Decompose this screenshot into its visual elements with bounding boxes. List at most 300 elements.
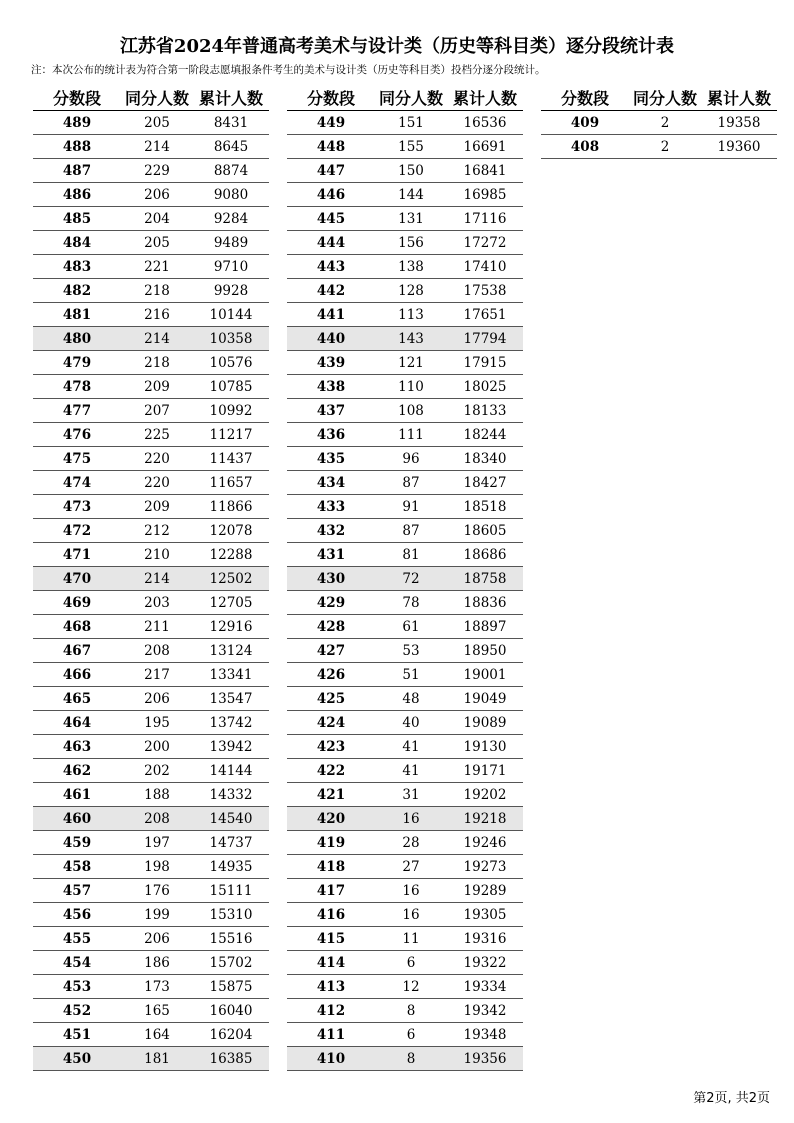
same-count-cell: 216: [121, 303, 193, 327]
same-count-cell: 121: [375, 351, 447, 375]
score-cell: 489: [33, 111, 121, 135]
cumulative-cell: 19130: [447, 735, 523, 759]
table-row: [33, 351, 269, 375]
cumulative-cell: 11657: [193, 471, 269, 495]
same-count-cell: 12: [375, 975, 447, 999]
table-row: [287, 447, 523, 471]
same-count-cell: 208: [121, 639, 193, 663]
same-count-cell: 176: [121, 879, 193, 903]
score-cell: 479: [33, 351, 121, 375]
table-row: [287, 279, 523, 303]
cumulative-cell: 12502: [193, 567, 269, 591]
cumulative-cell: 19202: [447, 783, 523, 807]
header-cumulative: 累计人数: [193, 84, 269, 111]
cumulative-cell: 19049: [447, 687, 523, 711]
table-row: [287, 207, 523, 231]
same-count-cell: 87: [375, 519, 447, 543]
table-row: [33, 975, 269, 999]
score-cell: 464: [33, 711, 121, 735]
table-row: [287, 615, 523, 639]
cumulative-cell: 14935: [193, 855, 269, 879]
score-table-column-2: [287, 84, 523, 1071]
score-cell: 442: [287, 279, 375, 303]
same-count-cell: 11: [375, 927, 447, 951]
table-row: [33, 495, 269, 519]
cumulative-cell: 9080: [193, 183, 269, 207]
table-row: [287, 927, 523, 951]
score-cell: 462: [33, 759, 121, 783]
same-count-cell: 31: [375, 783, 447, 807]
score-cell: 448: [287, 135, 375, 159]
cumulative-cell: 14332: [193, 783, 269, 807]
same-count-cell: 195: [121, 711, 193, 735]
same-count-cell: 96: [375, 447, 447, 471]
page-title: 江苏省2024年普通高考美术与设计类（历史等科目类）逐分段统计表: [119, 36, 675, 57]
cumulative-cell: 18518: [447, 495, 523, 519]
cumulative-cell: 13742: [193, 711, 269, 735]
same-count-cell: 16: [375, 807, 447, 831]
table-note: 注：本次公布的统计表为符合第一阶段志愿填报条件考生的美术与设计类（历史等科目类）投档分逐分段统计。: [31, 64, 546, 76]
score-cell: 476: [33, 423, 121, 447]
score-cell: 447: [287, 159, 375, 183]
same-count-cell: 204: [121, 207, 193, 231]
same-count-cell: 131: [375, 207, 447, 231]
cumulative-cell: 18244: [447, 423, 523, 447]
score-cell: 428: [287, 615, 375, 639]
same-count-cell: 51: [375, 663, 447, 687]
score-cell: 414: [287, 951, 375, 975]
score-cell: 420: [287, 807, 375, 831]
score-cell: 455: [33, 927, 121, 951]
same-count-cell: 2: [629, 135, 701, 159]
same-count-cell: 220: [121, 447, 193, 471]
score-cell: 488: [33, 135, 121, 159]
score-cell: 459: [33, 831, 121, 855]
score-cell: 422: [287, 759, 375, 783]
table-row: [33, 999, 269, 1023]
table-row: [33, 207, 269, 231]
same-count-cell: 108: [375, 399, 447, 423]
same-count-cell: 207: [121, 399, 193, 423]
table-row: [287, 327, 523, 351]
cumulative-cell: 19171: [447, 759, 523, 783]
cumulative-cell: 16985: [447, 183, 523, 207]
score-cell: 433: [287, 495, 375, 519]
cumulative-cell: 18025: [447, 375, 523, 399]
cumulative-cell: 9710: [193, 255, 269, 279]
score-cell: 445: [287, 207, 375, 231]
header-score: 分数段: [287, 84, 375, 111]
table-row: [33, 591, 269, 615]
cumulative-cell: 10785: [193, 375, 269, 399]
page-number: 第2页, 共2页: [693, 1091, 770, 1106]
table-row: [287, 951, 523, 975]
score-cell: 478: [33, 375, 121, 399]
same-count-cell: 208: [121, 807, 193, 831]
cumulative-cell: 19342: [447, 999, 523, 1023]
same-count-cell: 229: [121, 159, 193, 183]
score-cell: 425: [287, 687, 375, 711]
cumulative-cell: 17538: [447, 279, 523, 303]
table-row: [33, 831, 269, 855]
table-row: [33, 519, 269, 543]
table-row: [33, 951, 269, 975]
cumulative-cell: 13547: [193, 687, 269, 711]
table-row: [287, 399, 523, 423]
same-count-cell: 138: [375, 255, 447, 279]
same-count-cell: 28: [375, 831, 447, 855]
same-count-cell: 220: [121, 471, 193, 495]
score-cell: 466: [33, 663, 121, 687]
same-count-cell: 210: [121, 543, 193, 567]
table-header-row: [33, 84, 269, 111]
table-row: [287, 1023, 523, 1047]
table-row: [287, 111, 523, 135]
cumulative-cell: 14540: [193, 807, 269, 831]
same-count-cell: 40: [375, 711, 447, 735]
same-count-cell: 205: [121, 111, 193, 135]
header-same-count: 同分人数: [629, 84, 701, 111]
same-count-cell: 206: [121, 927, 193, 951]
table-row: [287, 255, 523, 279]
cumulative-cell: 19360: [701, 135, 777, 159]
cumulative-cell: 19348: [447, 1023, 523, 1047]
table-row: [287, 783, 523, 807]
score-cell: 451: [33, 1023, 121, 1047]
score-cell: 457: [33, 879, 121, 903]
table-row: [287, 519, 523, 543]
table-row: [287, 231, 523, 255]
cumulative-cell: 18686: [447, 543, 523, 567]
table-row: [33, 1047, 269, 1071]
score-cell: 450: [33, 1047, 121, 1071]
score-cell: 465: [33, 687, 121, 711]
same-count-cell: 8: [375, 1047, 447, 1071]
same-count-cell: 214: [121, 567, 193, 591]
cumulative-cell: 12078: [193, 519, 269, 543]
same-count-cell: 225: [121, 423, 193, 447]
cumulative-cell: 19089: [447, 711, 523, 735]
table-row: [287, 807, 523, 831]
score-cell: 417: [287, 879, 375, 903]
score-cell: 426: [287, 663, 375, 687]
table-row: [33, 231, 269, 255]
table-row: [33, 447, 269, 471]
same-count-cell: 199: [121, 903, 193, 927]
cumulative-cell: 18340: [447, 447, 523, 471]
table-row: [287, 471, 523, 495]
table-row: [287, 351, 523, 375]
cumulative-cell: 19356: [447, 1047, 523, 1071]
score-cell: 439: [287, 351, 375, 375]
cumulative-cell: 18950: [447, 639, 523, 663]
same-count-cell: 186: [121, 951, 193, 975]
score-table: [287, 84, 523, 1071]
score-cell: 430: [287, 567, 375, 591]
table-row: [33, 327, 269, 351]
score-table-column-3: [541, 84, 777, 159]
cumulative-cell: 19273: [447, 855, 523, 879]
same-count-cell: 91: [375, 495, 447, 519]
score-cell: 485: [33, 207, 121, 231]
cumulative-cell: 12288: [193, 543, 269, 567]
same-count-cell: 156: [375, 231, 447, 255]
score-cell: 446: [287, 183, 375, 207]
cumulative-cell: 19316: [447, 927, 523, 951]
table-row: [33, 807, 269, 831]
table-header-row: [541, 84, 777, 111]
cumulative-cell: 15516: [193, 927, 269, 951]
table-row: [287, 879, 523, 903]
table-row: [33, 423, 269, 447]
cumulative-cell: 19218: [447, 807, 523, 831]
table-row: [33, 855, 269, 879]
same-count-cell: 188: [121, 783, 193, 807]
same-count-cell: 181: [121, 1047, 193, 1071]
cumulative-cell: 18133: [447, 399, 523, 423]
table-row: [287, 999, 523, 1023]
score-cell: 429: [287, 591, 375, 615]
score-cell: 441: [287, 303, 375, 327]
table-row: [287, 831, 523, 855]
same-count-cell: 53: [375, 639, 447, 663]
table-row: [33, 159, 269, 183]
header-same-count: 同分人数: [375, 84, 447, 111]
cumulative-cell: 16204: [193, 1023, 269, 1047]
table-row: [287, 687, 523, 711]
score-cell: 431: [287, 543, 375, 567]
score-cell: 460: [33, 807, 121, 831]
cumulative-cell: 17116: [447, 207, 523, 231]
table-row: [541, 135, 777, 159]
score-cell: 453: [33, 975, 121, 999]
same-count-cell: 16: [375, 879, 447, 903]
same-count-cell: 165: [121, 999, 193, 1023]
table-row: [287, 1047, 523, 1071]
cumulative-cell: 11866: [193, 495, 269, 519]
score-cell: 473: [33, 495, 121, 519]
score-cell: 486: [33, 183, 121, 207]
table-row: [33, 135, 269, 159]
cumulative-cell: 19246: [447, 831, 523, 855]
table-row: [33, 255, 269, 279]
same-count-cell: 198: [121, 855, 193, 879]
score-cell: 458: [33, 855, 121, 879]
cumulative-cell: 17272: [447, 231, 523, 255]
score-cell: 444: [287, 231, 375, 255]
table-row: [287, 375, 523, 399]
table-row: [287, 663, 523, 687]
cumulative-cell: 18605: [447, 519, 523, 543]
cumulative-cell: 15702: [193, 951, 269, 975]
table-row: [33, 687, 269, 711]
same-count-cell: 212: [121, 519, 193, 543]
cumulative-cell: 15875: [193, 975, 269, 999]
score-cell: 469: [33, 591, 121, 615]
table-row: [287, 567, 523, 591]
same-count-cell: 218: [121, 279, 193, 303]
cumulative-cell: 11217: [193, 423, 269, 447]
cumulative-cell: 13124: [193, 639, 269, 663]
table-row: [33, 759, 269, 783]
same-count-cell: 164: [121, 1023, 193, 1047]
cumulative-cell: 18427: [447, 471, 523, 495]
score-cell: 408: [541, 135, 629, 159]
cumulative-cell: 17915: [447, 351, 523, 375]
table-row: [287, 975, 523, 999]
same-count-cell: 110: [375, 375, 447, 399]
same-count-cell: 202: [121, 759, 193, 783]
score-cell: 415: [287, 927, 375, 951]
same-count-cell: 206: [121, 183, 193, 207]
cumulative-cell: 12705: [193, 591, 269, 615]
same-count-cell: 2: [629, 111, 701, 135]
cumulative-cell: 17410: [447, 255, 523, 279]
score-cell: 483: [33, 255, 121, 279]
cumulative-cell: 10992: [193, 399, 269, 423]
table-row: [33, 111, 269, 135]
same-count-cell: 41: [375, 759, 447, 783]
header-score: 分数段: [33, 84, 121, 111]
cumulative-cell: 16040: [193, 999, 269, 1023]
score-cell: 449: [287, 111, 375, 135]
cumulative-cell: 12916: [193, 615, 269, 639]
score-cell: 470: [33, 567, 121, 591]
score-cell: 443: [287, 255, 375, 279]
table-row: [33, 639, 269, 663]
score-cell: 413: [287, 975, 375, 999]
table-row: [33, 183, 269, 207]
header-same-count: 同分人数: [121, 84, 193, 111]
table-row: [287, 759, 523, 783]
table-row: [33, 735, 269, 759]
same-count-cell: 48: [375, 687, 447, 711]
score-table: [33, 84, 269, 1071]
score-cell: 468: [33, 615, 121, 639]
cumulative-cell: 17651: [447, 303, 523, 327]
score-table: [541, 84, 777, 159]
cumulative-cell: 8874: [193, 159, 269, 183]
score-cell: 463: [33, 735, 121, 759]
same-count-cell: 72: [375, 567, 447, 591]
same-count-cell: 173: [121, 975, 193, 999]
same-count-cell: 41: [375, 735, 447, 759]
table-row: [33, 303, 269, 327]
cumulative-cell: 8645: [193, 135, 269, 159]
score-cell: 421: [287, 783, 375, 807]
same-count-cell: 155: [375, 135, 447, 159]
table-row: [33, 783, 269, 807]
cumulative-cell: 10576: [193, 351, 269, 375]
table-row: [33, 663, 269, 687]
cumulative-cell: 15111: [193, 879, 269, 903]
cumulative-cell: 11437: [193, 447, 269, 471]
score-cell: 472: [33, 519, 121, 543]
cumulative-cell: 9928: [193, 279, 269, 303]
cumulative-cell: 17794: [447, 327, 523, 351]
table-row: [541, 111, 777, 135]
same-count-cell: 150: [375, 159, 447, 183]
table-row: [287, 903, 523, 927]
table-row: [287, 135, 523, 159]
score-cell: 484: [33, 231, 121, 255]
table-row: [33, 879, 269, 903]
cumulative-cell: 13942: [193, 735, 269, 759]
score-cell: 416: [287, 903, 375, 927]
same-count-cell: 206: [121, 687, 193, 711]
table-row: [287, 639, 523, 663]
cumulative-cell: 10358: [193, 327, 269, 351]
same-count-cell: 217: [121, 663, 193, 687]
score-cell: 456: [33, 903, 121, 927]
same-count-cell: 6: [375, 951, 447, 975]
score-cell: 427: [287, 639, 375, 663]
same-count-cell: 16: [375, 903, 447, 927]
score-cell: 452: [33, 999, 121, 1023]
table-row: [287, 159, 523, 183]
same-count-cell: 143: [375, 327, 447, 351]
table-row: [287, 735, 523, 759]
score-cell: 487: [33, 159, 121, 183]
score-cell: 411: [287, 1023, 375, 1047]
score-cell: 423: [287, 735, 375, 759]
score-cell: 482: [33, 279, 121, 303]
cumulative-cell: 13341: [193, 663, 269, 687]
same-count-cell: 78: [375, 591, 447, 615]
same-count-cell: 27: [375, 855, 447, 879]
same-count-cell: 128: [375, 279, 447, 303]
score-cell: 419: [287, 831, 375, 855]
score-cell: 435: [287, 447, 375, 471]
same-count-cell: 214: [121, 327, 193, 351]
score-cell: 437: [287, 399, 375, 423]
same-count-cell: 87: [375, 471, 447, 495]
table-row: [33, 471, 269, 495]
cumulative-cell: 18897: [447, 615, 523, 639]
score-cell: 477: [33, 399, 121, 423]
table-row: [33, 279, 269, 303]
score-table-column-1: [33, 84, 269, 1071]
same-count-cell: 6: [375, 1023, 447, 1047]
score-cell: 475: [33, 447, 121, 471]
cumulative-cell: 19289: [447, 879, 523, 903]
score-cell: 461: [33, 783, 121, 807]
table-row: [287, 183, 523, 207]
cumulative-cell: 8431: [193, 111, 269, 135]
same-count-cell: 205: [121, 231, 193, 255]
header-score: 分数段: [541, 84, 629, 111]
same-count-cell: 221: [121, 255, 193, 279]
header-cumulative: 累计人数: [701, 84, 777, 111]
cumulative-cell: 19001: [447, 663, 523, 687]
cumulative-cell: 19322: [447, 951, 523, 975]
same-count-cell: 218: [121, 351, 193, 375]
same-count-cell: 209: [121, 495, 193, 519]
table-row: [287, 423, 523, 447]
same-count-cell: 81: [375, 543, 447, 567]
cumulative-cell: 16536: [447, 111, 523, 135]
score-cell: 434: [287, 471, 375, 495]
table-row: [287, 495, 523, 519]
score-cell: 480: [33, 327, 121, 351]
score-cell: 440: [287, 327, 375, 351]
score-cell: 481: [33, 303, 121, 327]
table-row: [287, 591, 523, 615]
table-row: [33, 399, 269, 423]
same-count-cell: 111: [375, 423, 447, 447]
table-row: [287, 303, 523, 327]
cumulative-cell: 18758: [447, 567, 523, 591]
